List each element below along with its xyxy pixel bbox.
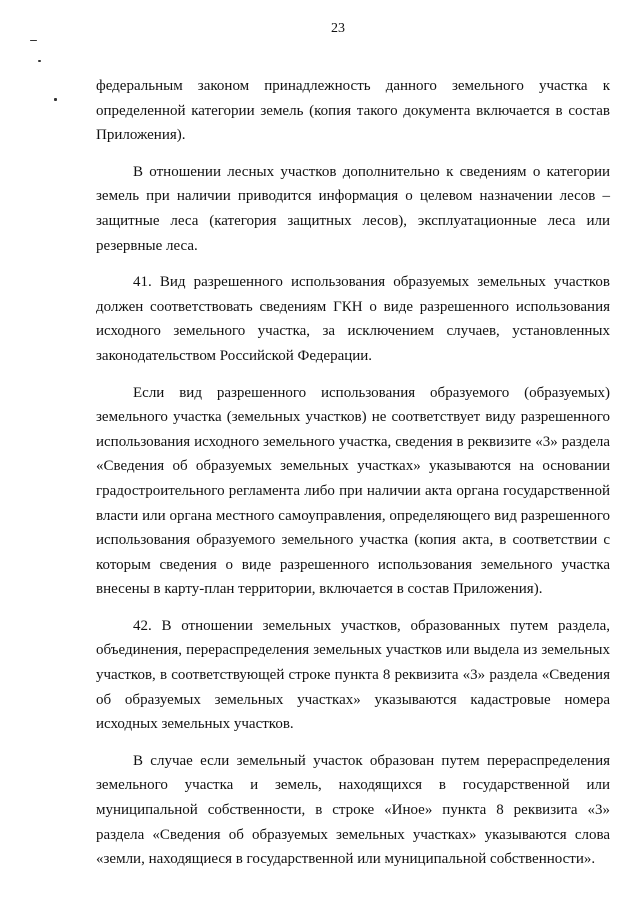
scan-mark	[54, 98, 57, 101]
paragraph-use-mismatch: Если вид разрешенного использования образуемого (образуемых) земельного участка (земельных участков) не соответствует виду разрешенного использования исходного земельного участка, сведения в реквизите «3» раздела «Сведения об образуемых земельных участках» указываются на основании градостроительного регламента либо при наличии акта органа государственной власти или органа местного самоуправления, определяющего вид разрешенного использования образуемого земельного участка (копия акта, в соответствии с которым сведения о виде разрешенного использования земельного участка внесены в карту-план территории, включается в состав Приложения).	[96, 384, 610, 598]
paragraph-forest-plots: В отношении лесных участков дополнительно к сведениям о категории земель при наличии приводится информация о целевом назначении лесов – защитные леса (категория защитных лесов), эксплуатационные леса или резервные леса.	[96, 163, 610, 254]
page-number: 23	[331, 21, 345, 36]
paragraph-item-41: 41. Вид разрешенного использования образуемых земельных участков должен соответствовать сведениям ГКН о виде разрешенного использования исходного земельного участка, за исключением случаев, установленных законодательством Российской Федерации.	[96, 274, 610, 364]
document-body	[96, 74, 610, 884]
paragraph-continuation: федеральным законом принадлежность данного земельного участка к определенной категории земель (копия такого документа включается в состав Приложения).	[96, 78, 610, 144]
paragraph-item-42: 42. В отношении земельных участков, образованных путем раздела, объединения, перераспределения земельных участков или выдела из земельных участков, в соответствующей строке пункта 8 реквизита «3» раздела «Сведения об образуемых земельных участках» указываются кадастровые номера исходных земельных участков.	[96, 617, 610, 733]
paragraph-redistribution: В случае если земельный участок образован путем перераспределения земельного участка и земель, находящихся в государственной или муниципальной собственности, в строке «Иное» пункта 8 реквизита «3» раздела «Сведения об образуемых земельных участках» указываются слова «земли, находящиеся в государственной или муниципальной собственности».	[96, 752, 610, 868]
scan-mark	[30, 40, 37, 41]
scan-mark	[38, 60, 41, 62]
